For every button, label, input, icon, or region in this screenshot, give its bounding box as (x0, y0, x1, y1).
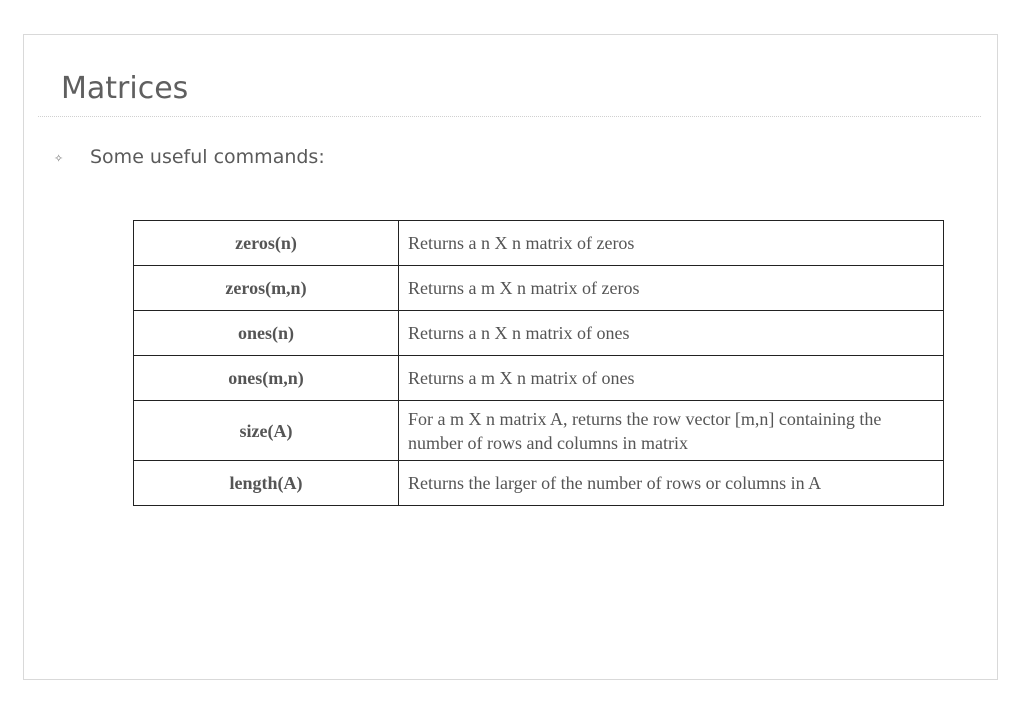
table-row (134, 266, 944, 311)
table-row (134, 461, 944, 506)
description-cell: Returns the larger of the number of rows or columns in A (399, 461, 944, 506)
command-cell: ones(n) (134, 311, 399, 356)
description-cell: For a m X n matrix A, returns the row vector [m,n] containing the number of rows and columns in matrix (399, 401, 944, 461)
commands-table (133, 220, 944, 506)
table-row (134, 221, 944, 266)
command-cell: zeros(n) (134, 221, 399, 266)
description-cell: Returns a m X n matrix of ones (399, 356, 944, 401)
command-cell: length(A) (134, 461, 399, 506)
table-row (134, 311, 944, 356)
page-title: Matrices (61, 71, 189, 106)
four-point-star-icon: ✧ (54, 152, 64, 165)
command-cell: zeros(m,n) (134, 266, 399, 311)
table-row (134, 356, 944, 401)
title-divider (38, 116, 981, 117)
description-cell: Returns a m X n matrix of zeros (399, 266, 944, 311)
command-cell: size(A) (134, 401, 399, 461)
bullet-item (54, 146, 325, 168)
table-row (134, 401, 944, 461)
description-cell: Returns a n X n matrix of ones (399, 311, 944, 356)
command-cell: ones(m,n) (134, 356, 399, 401)
slide (23, 34, 998, 680)
description-cell: Returns a n X n matrix of zeros (399, 221, 944, 266)
bullet-text: Some useful commands: (90, 146, 325, 168)
